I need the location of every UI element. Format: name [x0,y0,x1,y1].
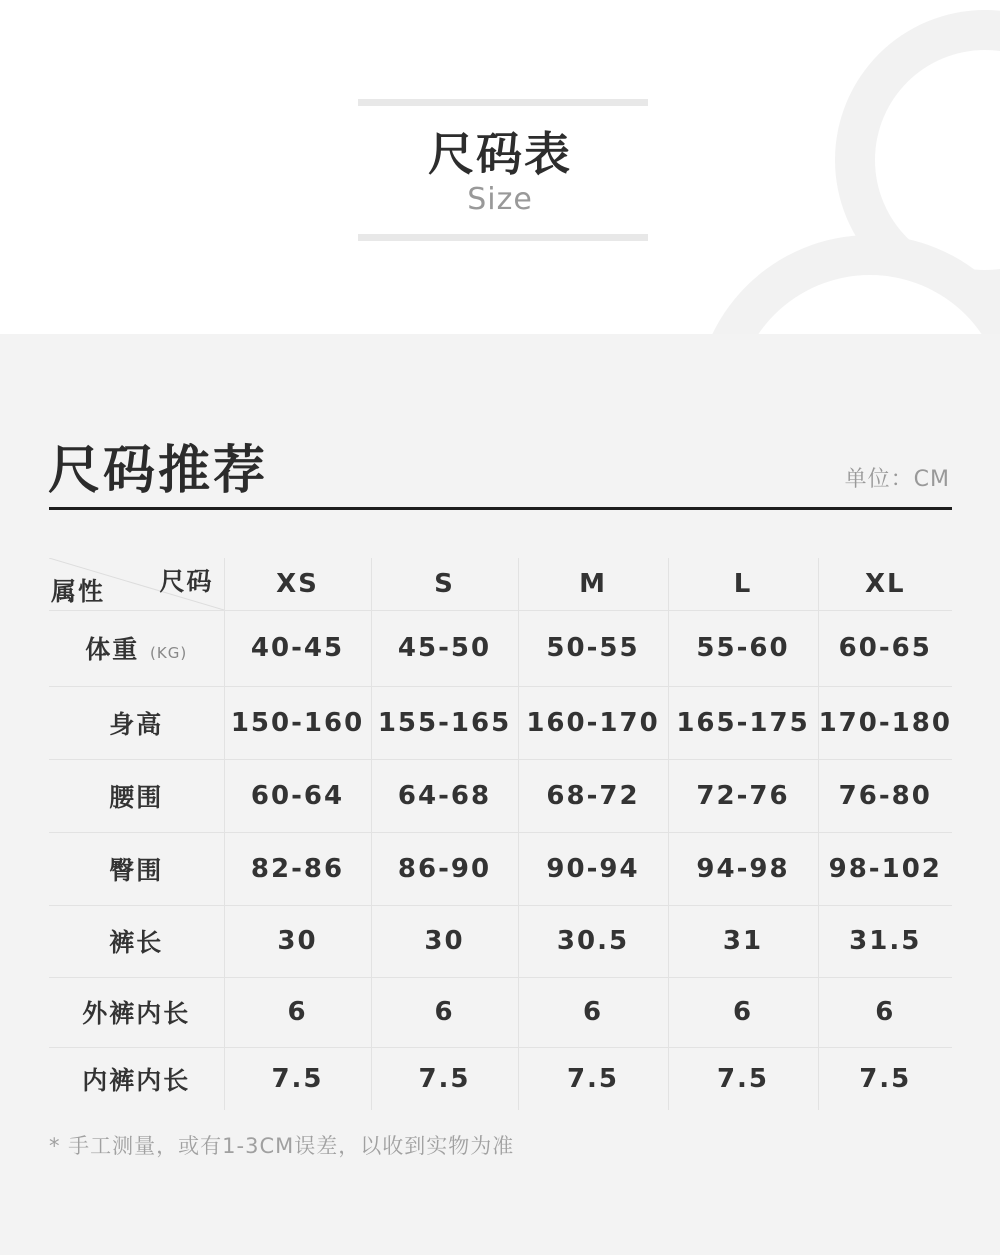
table-row [49,832,952,905]
table-cell: 150-160 [224,686,371,759]
table-cell: 72-76 [668,759,818,832]
footnote: * 手工测量，或有1-3CM误差，以收到实物为准 [49,1134,515,1158]
table-cell: 6 [224,977,371,1047]
table-cell: 6 [668,977,818,1047]
unit-label: 单位：CM [844,467,950,492]
table-cell: 40-45 [224,610,371,686]
table-cell: 82-86 [224,832,371,905]
table-cell: 50-55 [518,610,668,686]
row-label-waist: 腰围 [49,759,224,832]
header-area [0,0,1000,334]
header-bottom-rule [358,234,648,241]
corner-cell [49,558,224,610]
page-title: 尺码表 [428,127,572,181]
table-cell: 155-165 [371,686,518,759]
table-cell: 94-98 [668,832,818,905]
table-cell: 55-60 [668,610,818,686]
table-cell: 60-64 [224,759,371,832]
table-header-row [49,558,952,610]
page-subtitle: Size [467,182,533,217]
column-header-s: S [371,558,518,610]
table-cell: 86-90 [371,832,518,905]
row-label-pant-length: 裤长 [49,905,224,977]
size-table [49,558,952,1110]
table-cell: 45-50 [371,610,518,686]
table-cell: 6 [818,977,952,1047]
table-cell: 76-80 [818,759,952,832]
row-label-weight [49,610,224,686]
table-row [49,905,952,977]
table-row [49,977,952,1047]
header-top-rule [358,99,648,106]
section-title: 尺码推荐 [48,441,269,501]
column-header-xs: XS [224,558,371,610]
row-label-height: 身高 [49,686,224,759]
corner-size-label: 尺码 [159,567,214,596]
table-cell: 165-175 [668,686,818,759]
table-row [49,759,952,832]
column-header-m: M [518,558,668,610]
table-cell: 98-102 [818,832,952,905]
table-cell: 30.5 [518,905,668,977]
table-row [49,1047,952,1110]
table-cell: 170-180 [818,686,952,759]
table-cell: 7.5 [371,1047,518,1110]
table-cell: 31 [668,905,818,977]
table-cell: 64-68 [371,759,518,832]
row-label-outer-inseam: 外裤内长 [49,977,224,1047]
table-row [49,686,952,759]
table-cell: 6 [371,977,518,1047]
row-label-hip: 臀围 [49,832,224,905]
table-row [49,610,952,686]
table-cell: 7.5 [224,1047,371,1110]
table-cell: 160-170 [518,686,668,759]
column-header-l: L [668,558,818,610]
section-rule [49,507,952,510]
table-cell: 68-72 [518,759,668,832]
table-cell: 90-94 [518,832,668,905]
table-cell: 7.5 [668,1047,818,1110]
column-header-xl: XL [818,558,952,610]
table-cell: 7.5 [518,1047,668,1110]
row-unit: (KG) [150,644,188,662]
table-cell: 31.5 [818,905,952,977]
row-label-text: 体重 [85,635,140,664]
table-cell: 7.5 [818,1047,952,1110]
corner-attr-label: 属性 [51,576,106,606]
table-cell: 30 [371,905,518,977]
row-label-inner-inseam: 内裤内长 [49,1047,224,1110]
table-cell: 60-65 [818,610,952,686]
table-cell: 30 [224,905,371,977]
table-cell: 6 [518,977,668,1047]
